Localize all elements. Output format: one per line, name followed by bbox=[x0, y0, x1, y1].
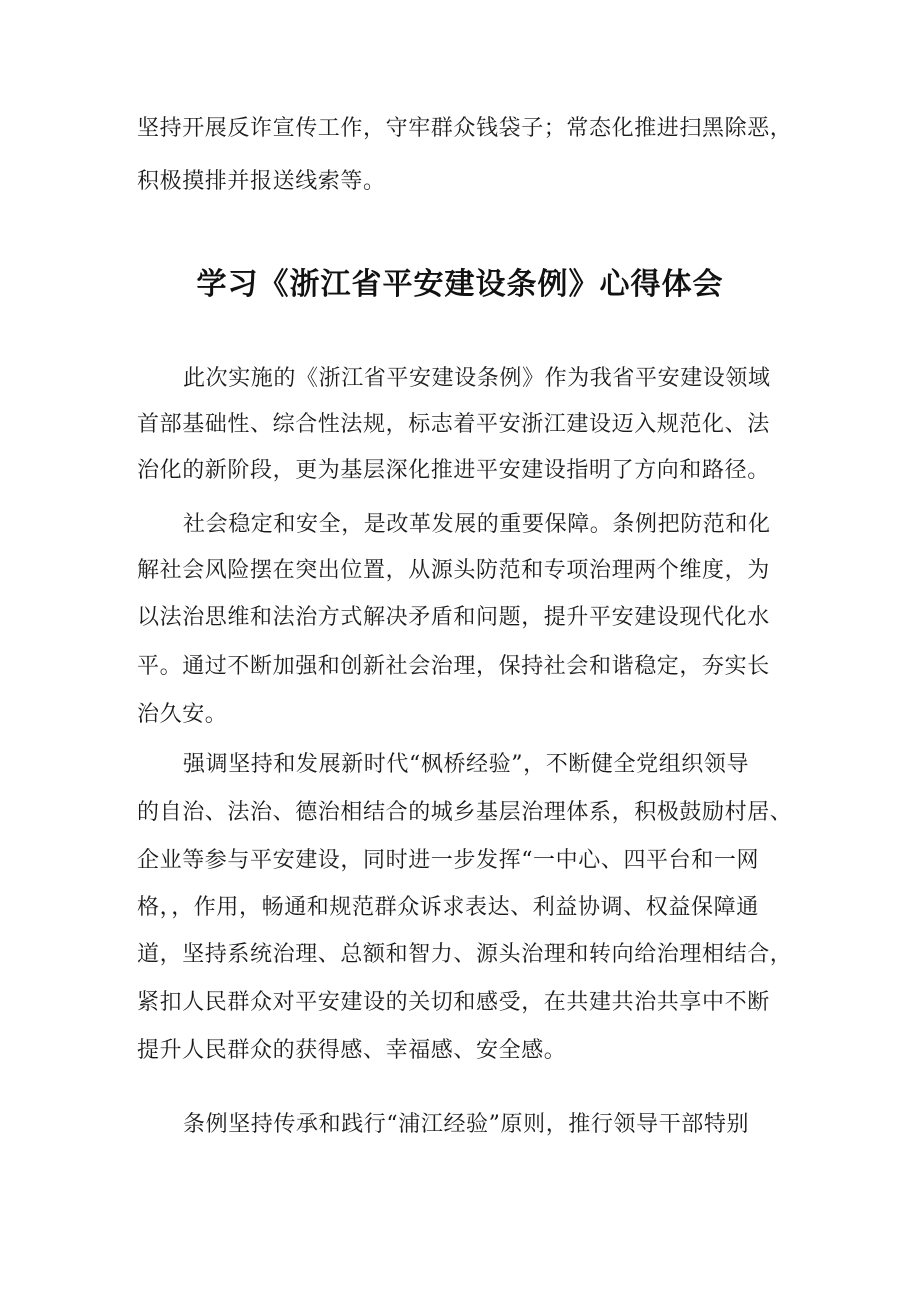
paragraph-1-line-2: 首部基础性、综合性法规，标志着平安浙江建设迈入规范化、法 bbox=[137, 412, 770, 437]
paragraph-4-line-1: 条例坚持传承和践行“浦江经验”原则，推行领导干部特别 bbox=[183, 1112, 750, 1137]
paragraph-1-line-3: 治化的新阶段，更为基层深化推进平安建设指明了方向和路径。 bbox=[137, 458, 770, 483]
paragraph-2-line-2: 解社会风险摆在突出位置，从源头防范和专项治理两个维度，为 bbox=[137, 558, 770, 583]
paragraph-3-line-2: 的自治、法治、德治相结合的城乡基层治理体系，积极鼓励村居、 bbox=[137, 800, 793, 825]
paragraph-3-line-5: 道，坚持系统治理、总额和智力、源头治理和转向给治理相结合， bbox=[137, 942, 793, 967]
paragraph-3-line-1: 强调坚持和发展新时代“枫桥经验”，不断健全党组织领导 bbox=[183, 752, 750, 777]
paragraph-1-line-1: 此次实施的《浙江省平安建设条例》作为我省平安建设领域 bbox=[183, 366, 771, 391]
paragraph-2-line-5: 治久安。 bbox=[137, 702, 228, 727]
document-title: 学习《浙江省平安建设条例》心得体会 bbox=[196, 267, 724, 302]
paragraph-2-line-3: 以法治思维和法治方式解决矛盾和问题，提升平安建设现代化水 bbox=[137, 605, 770, 630]
paragraph-3-line-6: 紧扣人民群众对平安建设的关切和感受，在共建共治共享中不断 bbox=[137, 990, 770, 1015]
paragraph-2-line-1: 社会稳定和安全，是改革发展的重要保障。条例把防范和化 bbox=[183, 512, 771, 537]
paragraph-3-line-3: 企业等参与平安建设，同时进一步发挥“一中心、四平台和一网 bbox=[137, 848, 760, 873]
intro-line-2: 积极摸排并报送线索等。 bbox=[137, 169, 386, 194]
paragraph-2-line-4: 平。通过不断加强和创新社会治理，保持社会和谐稳定，夯实长 bbox=[137, 654, 770, 679]
paragraph-3-line-7: 提升人民群众的获得感、幸福感、安全感。 bbox=[137, 1038, 567, 1063]
paragraph-3-line-4: 格，，作用，畅通和规范群众诉求表达、利益协调、权益保障通 bbox=[137, 895, 759, 920]
intro-line-1: 坚持开展反诈宣传工作，守牢群众钱袋子；常态化推进扫黑除恶， bbox=[137, 116, 793, 141]
